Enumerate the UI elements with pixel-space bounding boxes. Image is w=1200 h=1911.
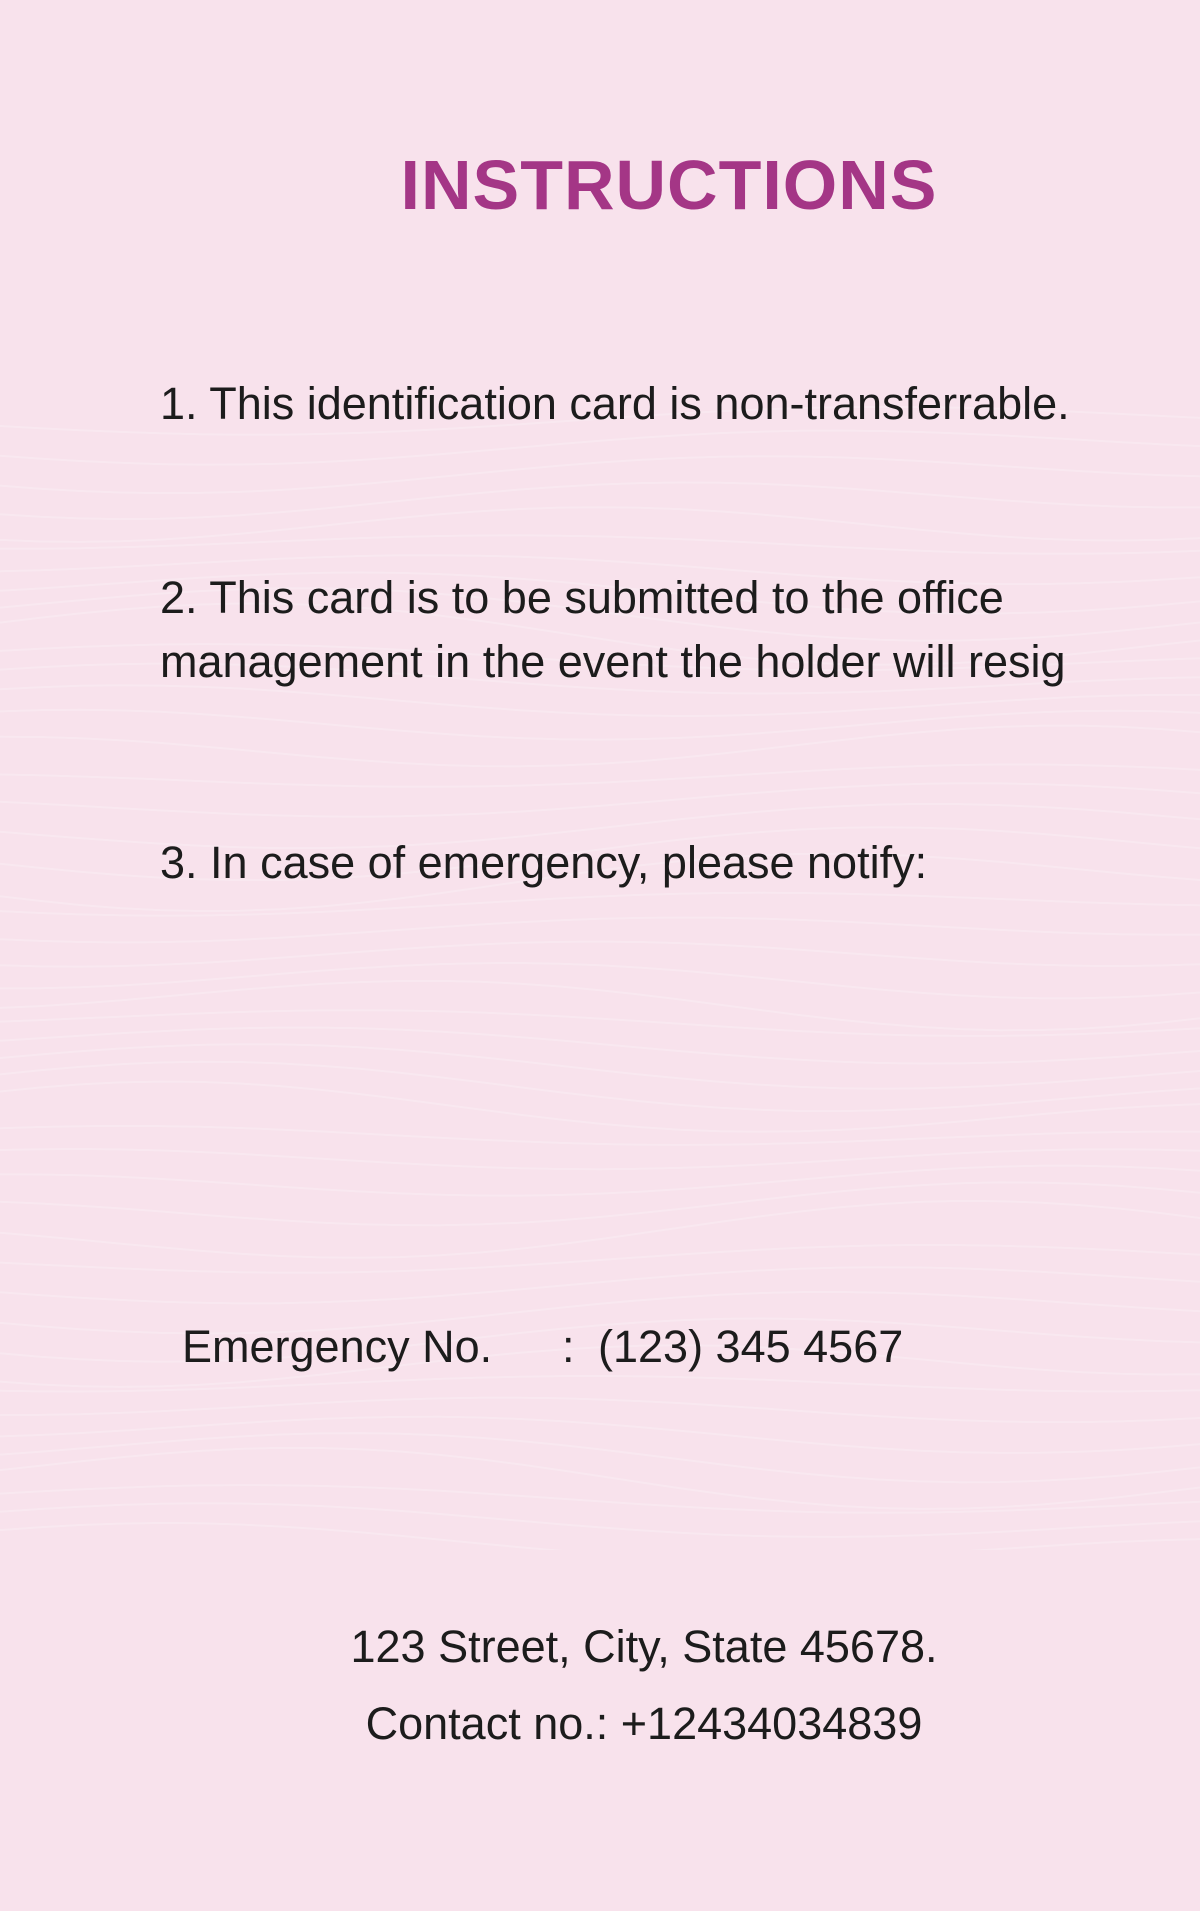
wave-line [0, 1267, 1200, 1303]
wave-line [0, 1503, 1200, 1537]
wave-line [0, 783, 1200, 816]
wave-line [0, 726, 1200, 767]
wave-line [0, 1010, 1200, 1036]
wave-line [0, 918, 1200, 943]
wave-line [0, 1485, 1200, 1513]
wave-line [0, 942, 1200, 967]
instruction-item-1: 1. This identification card is non-transferrable. [160, 378, 1070, 429]
wave-line [0, 1166, 1200, 1196]
instruction-item-3: 3. In case of emergency, please notify: [160, 837, 928, 888]
wave-line [0, 1126, 1200, 1145]
wave-line [0, 456, 1200, 493]
wave-line [0, 1433, 1200, 1482]
wave-line [0, 1182, 1200, 1225]
emergency-number-label: Emergency No. [182, 1321, 493, 1372]
instruction-item-2-line-2: management in the event the holder will resig [160, 636, 1066, 687]
wave-line [0, 1448, 1200, 1509]
footer-contact: Contact no.: +12434034839 [365, 1698, 923, 1749]
wave-line [0, 535, 1200, 553]
wave-line [0, 1082, 1200, 1132]
page-title: INSTRUCTIONS [400, 146, 938, 224]
wave-line [0, 710, 1200, 740]
emergency-number-value: (123) 345 4567 [598, 1321, 904, 1372]
wave-line [0, 963, 1200, 998]
footer-address: 123 Street, City, State 45678. [350, 1621, 938, 1672]
wave-line [0, 1398, 1200, 1422]
wave-line [0, 1028, 1200, 1064]
wave-line [0, 1245, 1200, 1273]
wave-line [0, 1062, 1200, 1111]
wave-line [0, 893, 1200, 916]
wave-line [0, 483, 1200, 520]
wave-line [0, 765, 1200, 787]
wave-line [0, 507, 1200, 542]
wave-line [0, 981, 1200, 1030]
wave-line [0, 1417, 1200, 1453]
wave-line [0, 1523, 1200, 1550]
wave-line [0, 1044, 1200, 1089]
emergency-number-separator: : [562, 1321, 575, 1372]
instruction-item-2-line-1: 2. This card is to be submitted to the office [160, 572, 1004, 623]
wave-line [0, 1149, 1200, 1169]
wave-line [0, 1201, 1200, 1258]
